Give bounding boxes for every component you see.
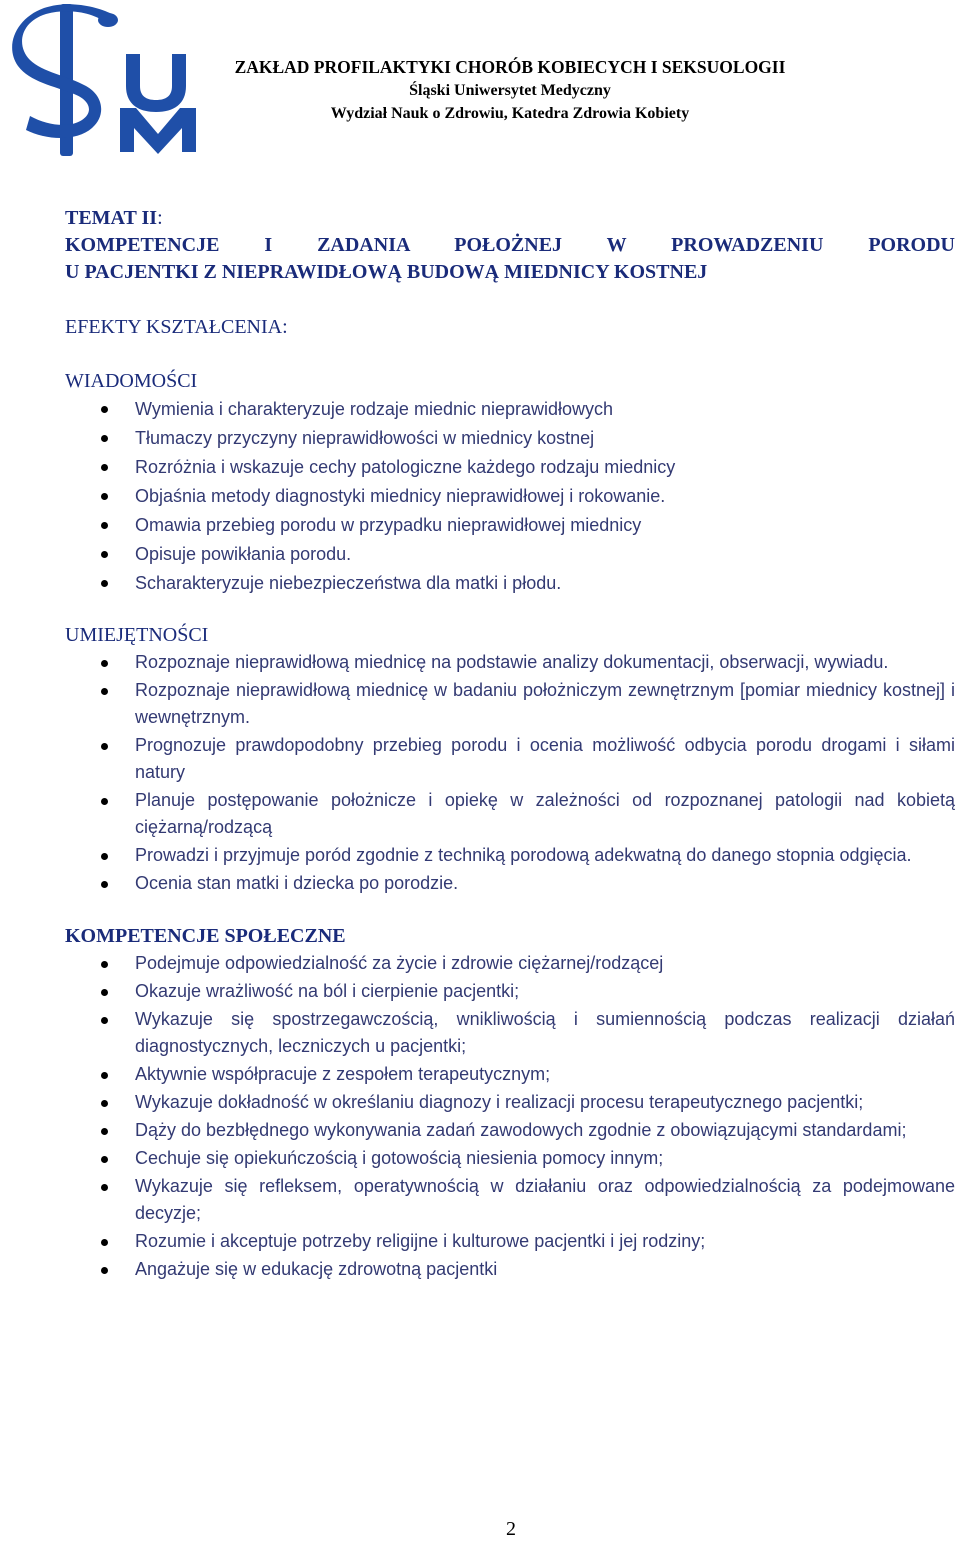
list-item: Wykazuje się refleksem, operatywnością w działaniu oraz odpowiedzialnością za podejmowane decyzje; [65,1173,955,1227]
list-item: Rozróżnia i wskazuje cechy patologiczne każdego rodzaju miednicy [65,453,955,482]
list-item: Podejmuje odpowiedzialność za życie i zdrowie ciężarnej/rodzącej [65,950,955,977]
topic-title-line-2: U PACJENTKI Z NIEPRAWIDŁOWĄ BUDOWĄ MIEDNICY KOSTNEJ [65,261,708,283]
list-item: Rozpoznaje nieprawidłową miednicę w badaniu położniczym zewnętrznym [pomiar miednicy kostnej] i wewnętrznym. [65,677,955,731]
list-item: Objaśnia metody diagnostyki miednicy nieprawidłowej i rokowanie. [65,482,955,511]
topic-label-colon: : [157,207,163,229]
section-title-wiadomosci: WIADOMOŚCI [65,370,198,392]
list-item: Dąży do bezbłędnego wykonywania zadań zawodowych zgodnie z obowiązującymi standardami; [65,1117,955,1144]
list-item: Wymienia i charakteryzuje rodzaje miednic nieprawidłowych [65,395,955,424]
list-item: Aktywnie współpracuje z zespołem terapeutycznym; [65,1061,955,1088]
list-item: Scharakteryzuje niebezpieczeństwa dla matki i płodu. [65,569,955,598]
topic-label [65,205,955,232]
list-item: Ocenia stan matki i dziecka po porodzie. [65,870,955,897]
list-item: Tłumaczy przyczyny nieprawidłowości w miednicy kostnej [65,424,955,453]
page-number: 2 [506,1518,516,1540]
university-name: Śląski Uniwersytet Medyczny [409,82,611,99]
list-item: Planuje postępowanie położnicze i opiekę w zależności od rozpoznanej patologii nad kobietą ciężarną/rodzącą [65,787,955,841]
list-item: Rozpoznaje nieprawidłową miednicę na podstawie analizy dokumentacji, obserwacji, wywiadu. [65,649,955,676]
department-name: ZAKŁAD PROFILAKTYKI CHORÓB KOBIECYCH I SEKSUOLOGII [234,57,786,77]
umiejetnosci-list [65,649,955,897]
list-item: Wykazuje się spostrzegawczością, wnikliwością i sumiennością podczas realizacji działań diagnostycznych, leczniczych u pacjentki; [65,1006,955,1060]
list-item: Rozumie i akceptuje potrzeby religijne i kulturowe pacjentki i jej rodziny; [65,1228,955,1255]
topic-label-text: TEMAT II [65,207,158,229]
section-title-efekty: EFEKTY KSZTAŁCENIA: [65,316,288,338]
list-item: Wykazuje dokładność w określaniu diagnozy i realizacji procesu terapeutycznego pacjentki; [65,1089,955,1116]
section-title-kompetencje: KOMPETENCJE SPOŁECZNE [65,925,346,947]
list-item: Angażuje się w edukację zdrowotną pacjentki [65,1256,955,1283]
list-item: Prognozuje prawdopodobny przebieg porodu i ocenia możliwość odbycia porodu drogami i siłami natury [65,732,955,786]
list-item: Omawia przebieg porodu w przypadku nieprawidłowej miednicy [65,511,955,540]
document-body [65,205,955,1284]
faculty-name: Wydział Nauk o Zdrowiu, Katedra Zdrowia Kobiety [330,105,690,122]
list-item: Okazuje wrażliwość na ból i cierpienie pacjentki; [65,978,955,1005]
list-item: Cechuje się opiekuńczością i gotowością niesienia pomocy innym; [65,1145,955,1172]
list-item: Prowadzi i przyjmuje poród zgodnie z techniką porodową adekwatną do danego stopnia odgięcia. [65,842,955,869]
topic-title-line-1: KOMPETENCJE I ZADANIA POŁOŻNEJ W PROWADZENIU PORODU [65,234,955,256]
header [200,56,820,125]
list-item: Opisuje powikłania porodu. [65,540,955,569]
wiadomosci-list [65,395,955,598]
university-logo [8,4,198,156]
kompetencje-list [65,950,955,1283]
section-title-umiejetnosci: UMIEJĘTNOŚCI [65,624,209,646]
